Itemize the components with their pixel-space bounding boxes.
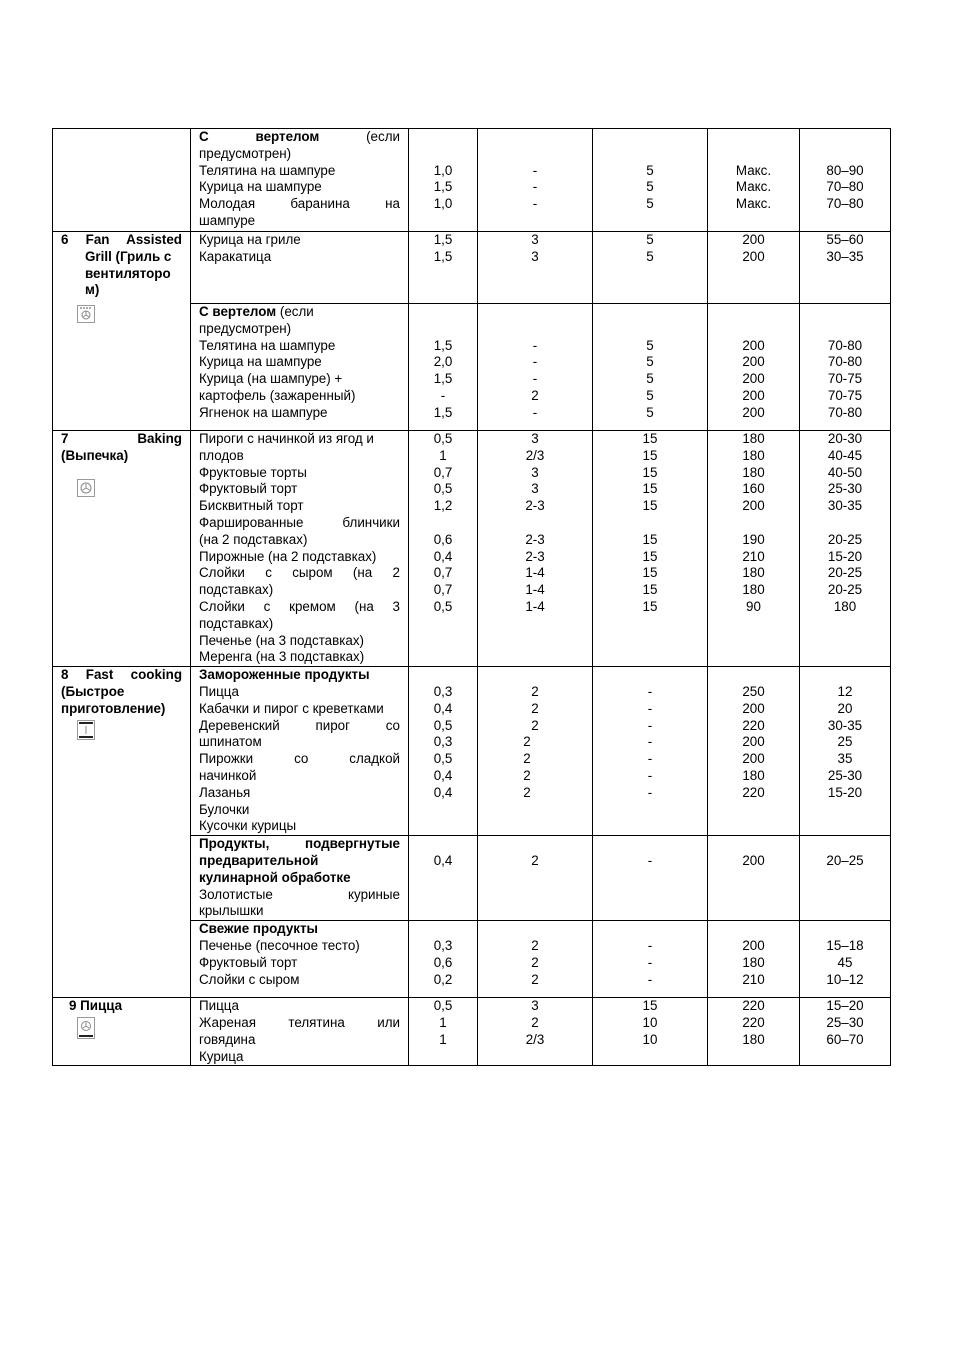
time-value: 25-30: [827, 481, 863, 497]
shelf-value: 2: [531, 387, 539, 403]
weight-value: 0,3: [433, 937, 453, 953]
time-value: 15–18: [826, 937, 864, 953]
shelf-value: 1-4: [525, 582, 545, 598]
dish-name: Молодая баранина на: [199, 196, 400, 212]
preheat-cell: [593, 232, 708, 304]
dish-name: крылышки: [199, 903, 264, 919]
time-value: 30-35: [827, 717, 863, 733]
dish-cell: [191, 667, 409, 836]
temp-value: 180: [742, 565, 765, 581]
mode-title-line: (Выпечка): [61, 447, 129, 463]
temp-value: 200: [742, 387, 765, 403]
weight-value: 0,4: [433, 784, 453, 800]
preheat-value: 15: [642, 431, 658, 446]
temp-value: 180: [742, 447, 765, 463]
shelf-value: 3: [531, 232, 539, 247]
time-value: 70-80: [827, 354, 863, 370]
temp-value: Макс.: [735, 179, 772, 195]
shelf-value: 2: [531, 700, 539, 716]
temp-value: 220: [742, 1014, 765, 1030]
temp-value: 200: [742, 404, 765, 420]
weight-value: 1,5: [433, 404, 453, 420]
weight-cell: [409, 998, 478, 1066]
shelf-value: -: [532, 162, 538, 178]
weight-value: 0,5: [433, 431, 453, 446]
preheat-value: -: [647, 751, 653, 767]
shelf-value: 2: [531, 971, 539, 987]
weight-value: 1,5: [433, 371, 453, 387]
weight-value: 1: [439, 1014, 447, 1030]
dish-name: Жареная телятина или: [199, 1014, 400, 1030]
cooking-table: [52, 128, 891, 1066]
dish-name: Деревенский пирог со: [199, 717, 400, 733]
temp-value: 190: [742, 531, 765, 547]
temp-cell: [708, 667, 800, 836]
shelf-value: 2: [531, 683, 539, 699]
dish-name: Курица на шампуре: [199, 179, 322, 195]
dish-name: Каракатица: [199, 248, 272, 264]
shelf-value: 2: [531, 717, 539, 733]
time-value: 30-35: [827, 498, 863, 514]
weight-value: [409, 515, 477, 532]
shelf-value: -: [532, 337, 538, 353]
time-value: 20-25: [827, 582, 863, 598]
dish-name: Пицца: [199, 998, 239, 1014]
dish-cell: [191, 836, 409, 921]
dish-name: картофель (зажаренный): [199, 387, 356, 403]
time-cell: [800, 667, 891, 836]
temp-value: [708, 515, 799, 532]
weight-value: 2,0: [433, 354, 453, 370]
dish-name: Золотистые куриные: [199, 886, 400, 902]
preheat-value: 15: [642, 464, 658, 480]
shelf-value: 3: [531, 248, 539, 264]
weight-value: 0,3: [433, 683, 453, 699]
preheat-cell: [593, 921, 708, 998]
preheat-value: 15: [642, 498, 658, 514]
weight-value: 1,5: [433, 248, 453, 264]
section-title: С вертелом: [199, 129, 320, 144]
time-value: 55–60: [826, 232, 864, 247]
time-value: 15-20: [827, 548, 863, 564]
temp-value: Макс.: [735, 162, 772, 178]
dish-name: подставках): [199, 582, 274, 598]
weight-value: 1,5: [433, 337, 453, 353]
mode-title-line: Grill (Гриль с: [85, 248, 172, 264]
dish-name: говядина: [199, 1031, 256, 1047]
dish-name: Кусочки курицы: [199, 818, 297, 834]
preheat-value: 15: [642, 582, 658, 598]
mode-cell: [53, 129, 191, 232]
preheat-value: 5: [646, 248, 654, 264]
time-value: 70–80: [826, 196, 864, 212]
time-cell: [800, 232, 891, 304]
preheat-cell: [593, 431, 708, 667]
preheat-value: -: [647, 734, 653, 750]
temp-value: 200: [742, 337, 765, 353]
temp-value: 180: [742, 431, 765, 446]
temp-value: 220: [742, 998, 765, 1014]
time-value: [800, 515, 890, 532]
dish-name: шампуре: [199, 212, 256, 228]
temp-cell: [708, 998, 800, 1066]
weight-value: 0,5: [433, 717, 453, 733]
dish-name: Телятина на шампуре: [199, 162, 336, 178]
weight-value: 1,0: [433, 162, 453, 178]
temp-value: 220: [742, 717, 765, 733]
dish-cell: [191, 921, 409, 998]
time-value: 15-20: [827, 784, 863, 800]
weight-value: 0,4: [433, 548, 453, 564]
shelf-value: 2: [523, 767, 531, 783]
time-value: 12: [837, 683, 853, 699]
weight-value: 0,3: [433, 734, 453, 750]
temp-cell: [708, 304, 800, 431]
time-value: 30–35: [826, 248, 864, 264]
section-title: Продукты, подвергнутые: [199, 836, 400, 852]
shelf-cell: [478, 998, 593, 1066]
time-value: 70-75: [827, 371, 863, 387]
dish-name: Слойки с сыром: [199, 971, 300, 987]
dish-name: Кабачки и пирог с креветками: [199, 700, 384, 716]
fan-grill-icon: [77, 305, 95, 323]
time-value: 20-25: [827, 531, 863, 547]
time-value: 70-80: [827, 404, 863, 420]
time-value: 20: [837, 700, 853, 716]
preheat-cell: [593, 836, 708, 921]
preheat-value: 5: [646, 354, 654, 370]
preheat-value: 5: [646, 196, 654, 212]
preheat-value: 5: [646, 387, 654, 403]
table-row: [53, 232, 891, 304]
dish-name: Ягненок на шампуре: [199, 404, 328, 420]
shelf-value: 2: [531, 1014, 539, 1030]
temp-value: 200: [742, 734, 765, 750]
preheat-value: -: [647, 937, 653, 953]
dish-name: Фруктовые торты: [199, 464, 307, 480]
shelf-value: -: [532, 404, 538, 420]
temp-value: 200: [742, 852, 765, 868]
mode-title-line: (Быстрое: [61, 683, 125, 699]
shelf-value: 2: [523, 734, 531, 750]
dish-name: Печенье (песочное тесто): [199, 937, 360, 953]
time-value: 70-80: [827, 337, 863, 353]
temp-value: 180: [742, 464, 765, 480]
preheat-value: -: [647, 767, 653, 783]
time-value: 20–25: [826, 852, 864, 868]
preheat-value: 15: [642, 548, 658, 564]
dish-name: Телятина на шампуре: [199, 337, 336, 353]
preheat-value: 5: [646, 179, 654, 195]
time-value: 180: [833, 598, 857, 614]
preheat-value: 5: [646, 162, 654, 178]
temp-value: 180: [742, 1031, 765, 1047]
time-value: 10–12: [826, 971, 864, 987]
table-row: [53, 667, 891, 836]
preheat-value: 10: [642, 1031, 658, 1047]
weight-cell: [409, 667, 478, 836]
shelf-cell: [478, 921, 593, 998]
temp-value: 220: [742, 784, 765, 800]
time-value: 40-50: [827, 464, 863, 480]
weight-value: 1,5: [433, 179, 453, 195]
preheat-value: 15: [642, 998, 658, 1014]
weight-value: -: [440, 387, 446, 403]
temp-value: 200: [742, 248, 765, 264]
preheat-value: 10: [642, 1014, 658, 1030]
pizza-icon: [77, 1017, 95, 1039]
mode-title: 9 Пицца: [69, 998, 123, 1014]
time-value: 20-30: [827, 431, 863, 446]
preheat-value: 5: [646, 232, 654, 247]
section-title: кулинарной обработке: [199, 869, 351, 885]
preheat-value: 15: [642, 565, 658, 581]
dish-cell: [191, 232, 409, 304]
temp-value: 90: [746, 598, 761, 614]
temp-value: 180: [742, 582, 765, 598]
preheat-value: 5: [646, 404, 654, 420]
dish-name: Булочки: [199, 801, 250, 817]
dish-name: Фруктовый торт: [199, 954, 298, 970]
dish-name: Курица на шампуре: [199, 354, 322, 370]
time-value: 25–30: [826, 1014, 864, 1030]
dish-name: начинкой: [199, 767, 257, 783]
temp-value: 180: [742, 954, 765, 970]
weight-cell: [409, 431, 478, 667]
shelf-value: 1-4: [525, 598, 545, 614]
mode-title-line: вентиляторо: [85, 265, 171, 281]
temp-value: 200: [742, 232, 765, 247]
temp-value: 200: [742, 700, 765, 716]
shelf-value: [478, 515, 592, 532]
shelf-value: 2: [531, 954, 539, 970]
shelf-value: 2-3: [525, 531, 545, 547]
shelf-value: 2: [523, 784, 531, 800]
time-cell: [800, 998, 891, 1066]
weight-cell: [409, 232, 478, 304]
mode-cell: 7 Baking (Выпечка): [53, 431, 191, 667]
dish-cell: [191, 431, 409, 667]
weight-value: 1,2: [433, 498, 453, 514]
preheat-value: -: [647, 683, 653, 699]
temp-value: 200: [742, 354, 765, 370]
preheat-value: 15: [642, 481, 658, 497]
temp-cell: [708, 431, 800, 667]
dish-name: Печенье (на 3 подставках): [199, 632, 364, 648]
weight-value: 1: [439, 1031, 447, 1047]
shelf-cell: [478, 667, 593, 836]
preheat-value: -: [647, 784, 653, 800]
mode-cell: [53, 998, 191, 1066]
weight-value: 0,6: [433, 954, 453, 970]
table-row: [53, 431, 891, 667]
weight-value: 0,7: [433, 582, 453, 598]
fast-cooking-icon: [77, 720, 95, 740]
section-title: С вертелом: [199, 304, 277, 319]
dish-name: подставках): [199, 615, 274, 631]
weight-value: 0,4: [433, 700, 453, 716]
dish-name: шпинатом: [199, 734, 262, 750]
mode-title-line: приготовление): [61, 700, 166, 716]
temp-value: 200: [742, 937, 765, 953]
section-title-line2: предусмотрен): [199, 320, 292, 336]
shelf-value: 3: [531, 998, 539, 1014]
dish-name: Бисквитный торт: [199, 498, 304, 514]
weight-cell: [409, 921, 478, 998]
preheat-value: [593, 515, 707, 532]
shelf-value: -: [532, 196, 538, 212]
weight-value: 0,6: [433, 531, 453, 547]
temp-cell: [708, 836, 800, 921]
time-cell: [800, 129, 891, 232]
shelf-value: 2-3: [525, 498, 545, 514]
temp-value: 250: [742, 683, 765, 699]
temp-value: 180: [742, 767, 765, 783]
shelf-cell: [478, 836, 593, 921]
weight-value: 1,5: [433, 232, 453, 247]
dish-cell: С вертелом (если предусмотрен) Телятина на шампуре Курица на шампуре Молодая баранина на шампуре: [191, 129, 409, 232]
preheat-cell: [593, 129, 708, 232]
shelf-value: -: [532, 179, 538, 195]
preheat-value: 15: [642, 531, 658, 547]
dish-cell: [191, 998, 409, 1066]
preheat-cell: [593, 304, 708, 431]
temp-value: 200: [742, 751, 765, 767]
preheat-value: -: [647, 971, 653, 987]
temp-cell: [708, 232, 800, 304]
weight-value: 0,5: [433, 751, 453, 767]
weight-value: 0,5: [433, 998, 453, 1014]
mode-title-line: м): [85, 282, 100, 298]
preheat-value: 5: [646, 371, 654, 387]
time-value: 40-45: [827, 447, 863, 463]
temp-value: 200: [742, 371, 765, 387]
weight-value: 1,0: [433, 196, 453, 212]
shelf-value: 3: [531, 464, 539, 480]
dish-name: плодов: [199, 447, 244, 463]
preheat-value: -: [647, 717, 653, 733]
time-value: 25-30: [827, 767, 863, 783]
temp-value: 200: [742, 498, 765, 514]
temp-value: Макс.: [735, 196, 772, 212]
shelf-value: -: [532, 354, 538, 370]
time-value: 60–70: [826, 1031, 864, 1047]
time-value: 45: [837, 954, 853, 970]
dish-name: Пирожки со сладкой: [199, 751, 400, 767]
preheat-value: -: [647, 852, 653, 868]
shelf-value: 2/3: [525, 447, 545, 463]
shelf-cell: [478, 232, 593, 304]
weight-value: 0,4: [433, 852, 453, 868]
shelf-value: 2/3: [525, 1031, 545, 1047]
dish-name: Фруктовый торт: [199, 481, 298, 497]
dish-name: Фаршированные блинчики: [199, 514, 400, 530]
table-row: [53, 998, 891, 1066]
dish-name: Слойки с кремом (на 3: [199, 598, 400, 614]
weight-cell: [409, 836, 478, 921]
shelf-value: 2: [531, 937, 539, 953]
time-cell: [800, 304, 891, 431]
time-value: 25: [837, 734, 853, 750]
shelf-cell: [478, 304, 593, 431]
shelf-value: 3: [531, 431, 539, 446]
dish-name: Пирожные (на 2 подставках): [199, 548, 377, 564]
weight-value: 0,7: [433, 464, 453, 480]
preheat-value: 15: [642, 447, 658, 463]
preheat-value: -: [647, 954, 653, 970]
time-value: 20-25: [827, 565, 863, 581]
time-value: 15–20: [826, 998, 864, 1014]
temp-cell: [708, 921, 800, 998]
preheat-value: 15: [642, 598, 658, 614]
time-cell: [800, 431, 891, 667]
shelf-value: 1-4: [525, 565, 545, 581]
preheat-value: 5: [646, 337, 654, 353]
table-row: [53, 129, 891, 232]
preheat-cell: [593, 998, 708, 1066]
section-title: предварительной: [199, 852, 319, 868]
shelf-cell: [478, 431, 593, 667]
dish-name: Меренга (на 3 подставках): [199, 649, 365, 665]
shelf-value: 2: [531, 852, 539, 868]
shelf-value: 3: [531, 481, 539, 497]
dish-name: Курица на гриле: [199, 232, 301, 247]
temp-value: 210: [742, 548, 765, 564]
weight-value: 0,7: [433, 565, 453, 581]
section-title: Замороженные продукты: [199, 667, 370, 683]
time-value: 35: [837, 751, 853, 767]
weight-value: 0,4: [433, 767, 453, 783]
mode-cell: 6 Fan Assisted Grill (Гриль с вентиляторо м): [53, 232, 191, 431]
weight-value: 0,2: [433, 971, 453, 987]
temp-cell: [708, 129, 800, 232]
section-title-line2: предусмотрен): [199, 145, 292, 161]
dish-name: Лазанья: [199, 784, 251, 800]
preheat-cell: [593, 667, 708, 836]
weight-cell: [409, 304, 478, 431]
weight-value: 0,5: [433, 598, 453, 614]
shelf-value: 2: [523, 751, 531, 767]
weight-value: 1: [439, 447, 447, 463]
temp-value: 210: [742, 971, 765, 987]
dish-name: Курица: [199, 1048, 244, 1064]
dish-name: Слойки с сыром (на 2: [199, 565, 400, 581]
mode-cell: 8 Fast cooking (Быстрое приготовление): [53, 667, 191, 998]
dish-name: Пицца: [199, 683, 239, 699]
temp-value: 160: [742, 481, 765, 497]
time-value: 70-75: [827, 387, 863, 403]
dish-name: Пироги с начинкой из ягод и: [199, 431, 374, 446]
time-cell: [800, 921, 891, 998]
dish-name: (на 2 подставках): [199, 531, 308, 547]
preheat-value: -: [647, 700, 653, 716]
dish-cell: С вертелом (если предусмотрен) Телятина на шампуре Курица на шампуре Курица (на шампуре) + картофель (зажаренный) Ягненок на шампуре: [191, 304, 409, 431]
dish-name: Курица (на шампуре) +: [199, 371, 343, 387]
shelf-value: -: [532, 371, 538, 387]
weight-value: 0,5: [433, 481, 453, 497]
time-value: 80–90: [826, 162, 864, 178]
section-title: Свежие продукты: [199, 921, 318, 937]
time-cell: [800, 836, 891, 921]
time-value: 70–80: [826, 179, 864, 195]
shelf-value: 2-3: [525, 548, 545, 564]
baking-icon: [77, 479, 95, 497]
weight-cell: [409, 129, 478, 232]
shelf-cell: [478, 129, 593, 232]
